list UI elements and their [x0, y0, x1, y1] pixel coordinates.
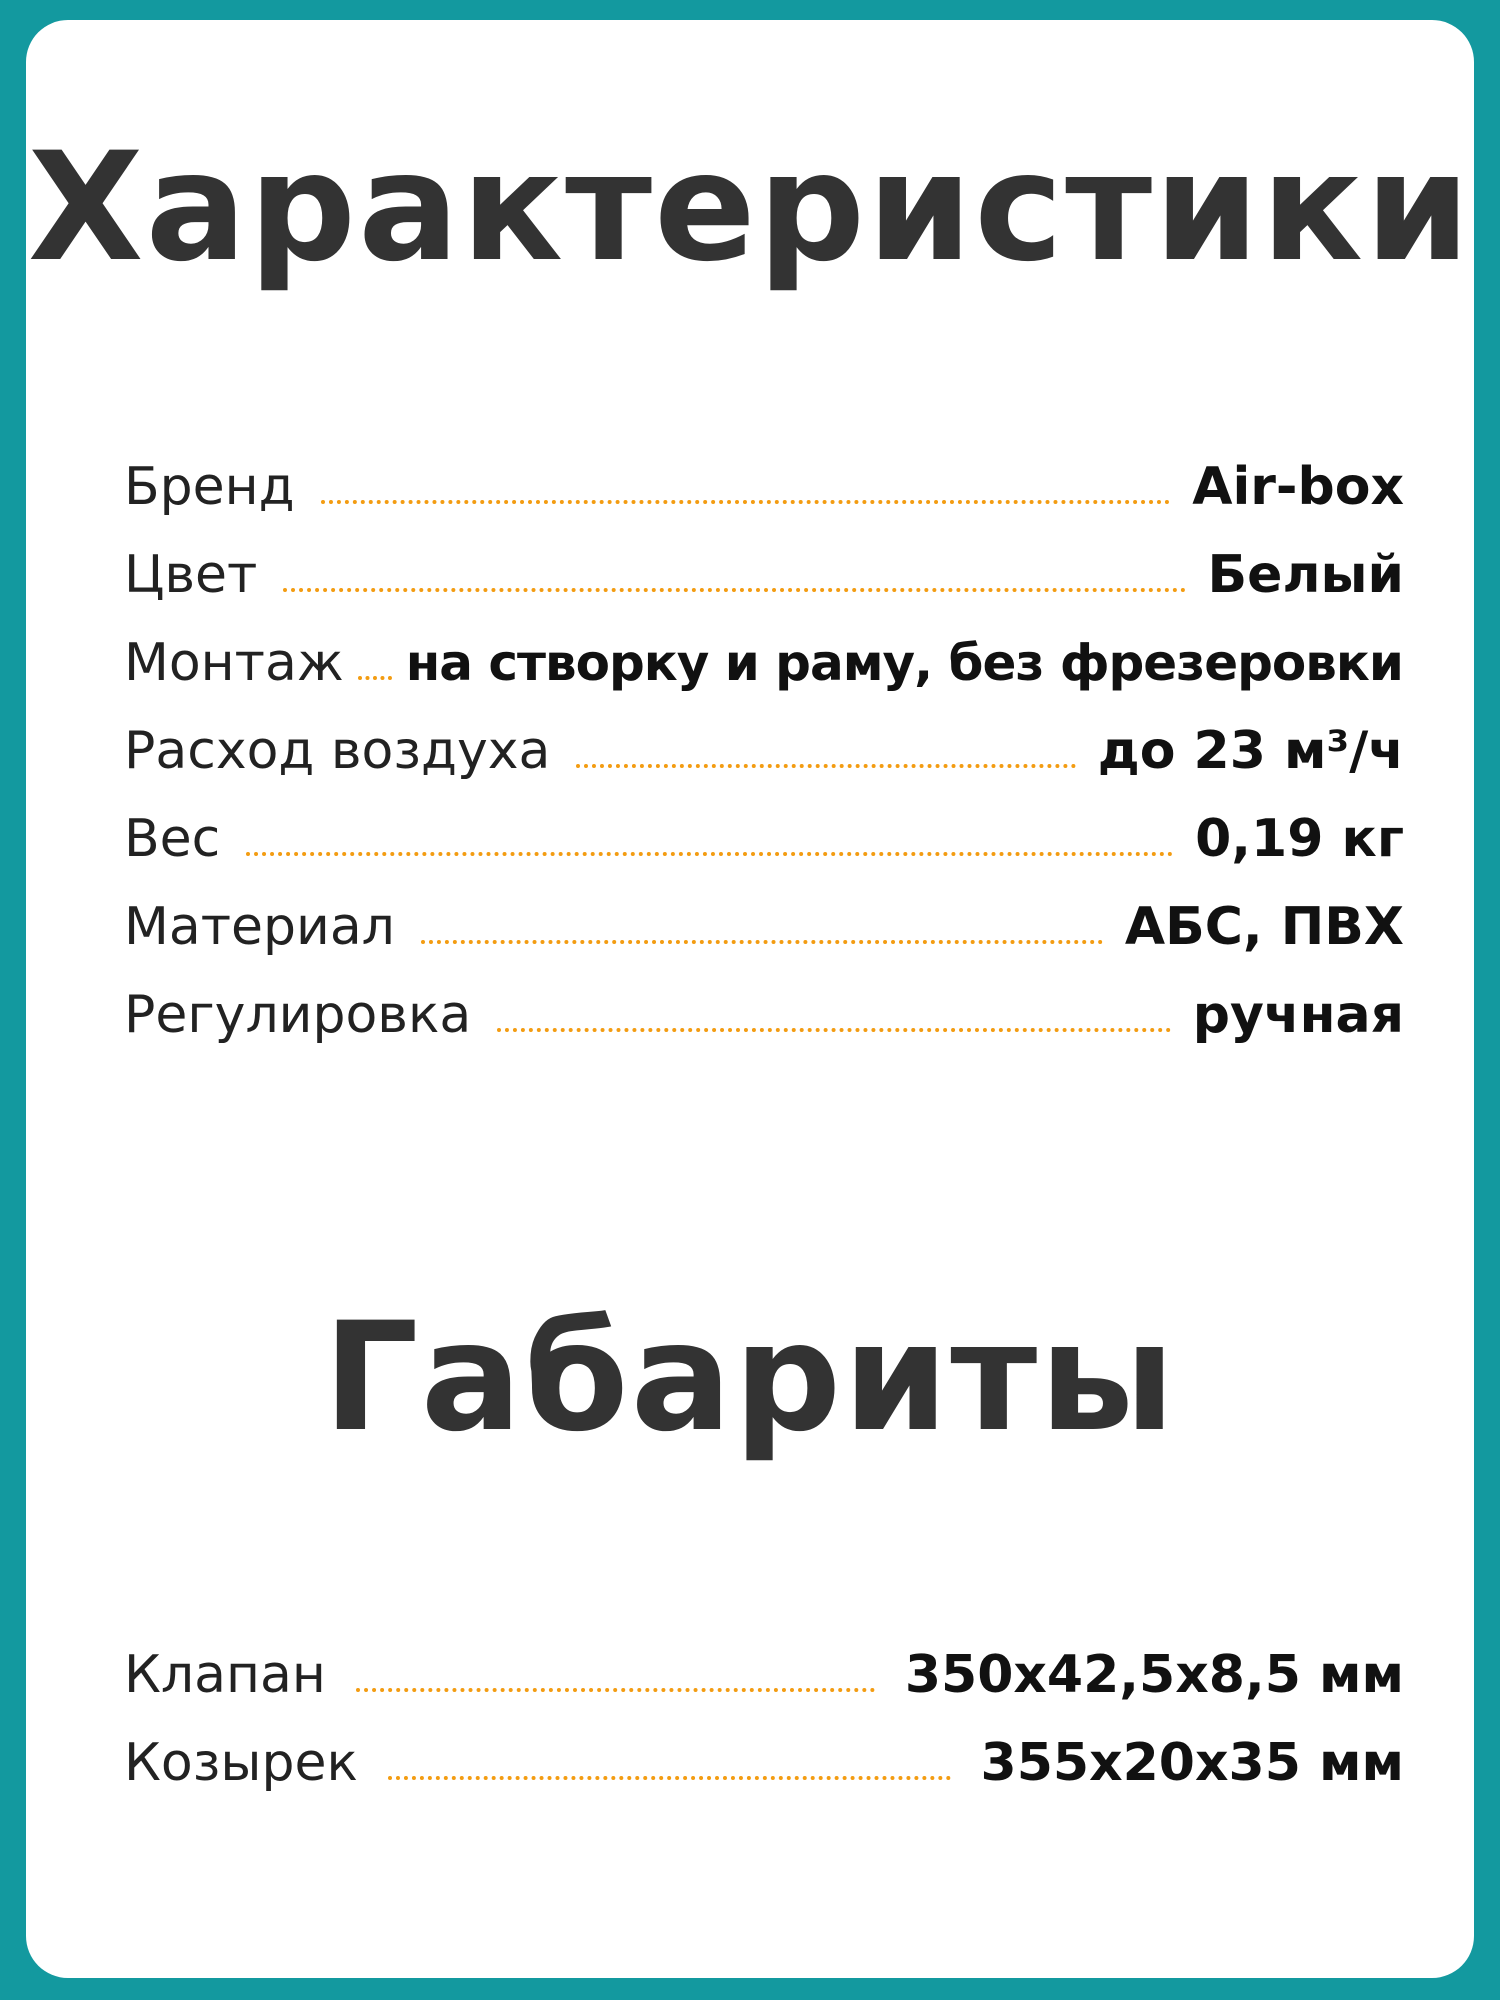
dotted-leader	[358, 676, 392, 680]
dotted-leader	[388, 1776, 951, 1780]
spec-label: Регулировка	[124, 985, 472, 1045]
spec-label: Монтаж	[124, 633, 344, 693]
spec-value: Air-box	[1192, 457, 1404, 517]
dotted-leader	[421, 940, 1103, 944]
spec-row-weight	[124, 782, 1404, 870]
dimension-value: 350x42,5x8,5 мм	[904, 1645, 1404, 1705]
dotted-leader	[576, 764, 1075, 768]
spec-row-adjustment	[124, 958, 1404, 1046]
dimension-row-valve	[124, 1618, 1404, 1706]
dotted-leader	[321, 500, 1171, 504]
characteristics-list	[124, 430, 1404, 1046]
dotted-leader	[283, 588, 1185, 592]
spec-value: до 23 м³/ч	[1097, 721, 1404, 781]
spec-label: Вес	[124, 809, 221, 869]
characteristics-title: Характеристики	[27, 121, 1473, 295]
spec-label: Цвет	[124, 545, 258, 605]
dimension-label: Клапан	[124, 1645, 326, 1705]
dotted-leader	[497, 1028, 1171, 1032]
dotted-leader	[246, 852, 1173, 856]
spec-value: Белый	[1207, 545, 1404, 605]
spec-row-airflow	[124, 694, 1404, 782]
spec-value: на створку и раму, без фрезеровки	[405, 634, 1403, 692]
dimension-row-visor	[124, 1706, 1404, 1794]
spec-row-mounting	[124, 606, 1404, 694]
spec-row-material	[124, 870, 1404, 958]
dotted-leader	[356, 1688, 875, 1692]
dimension-value: 355x20x35 мм	[980, 1733, 1404, 1793]
spec-row-color	[124, 518, 1404, 606]
dimensions-list	[124, 1618, 1404, 1794]
spec-label: Материал	[124, 897, 395, 957]
dimension-label: Козырек	[124, 1733, 358, 1793]
spec-value: АБС, ПВХ	[1124, 897, 1404, 957]
spec-value: 0,19 кг	[1195, 809, 1404, 869]
spec-label: Расход воздуха	[124, 721, 551, 781]
spec-row-brand	[124, 430, 1404, 518]
spec-card	[26, 20, 1474, 1978]
spec-label: Бренд	[124, 457, 295, 517]
dimensions-title: Габариты	[323, 1291, 1177, 1465]
spec-value: ручная	[1192, 985, 1404, 1045]
